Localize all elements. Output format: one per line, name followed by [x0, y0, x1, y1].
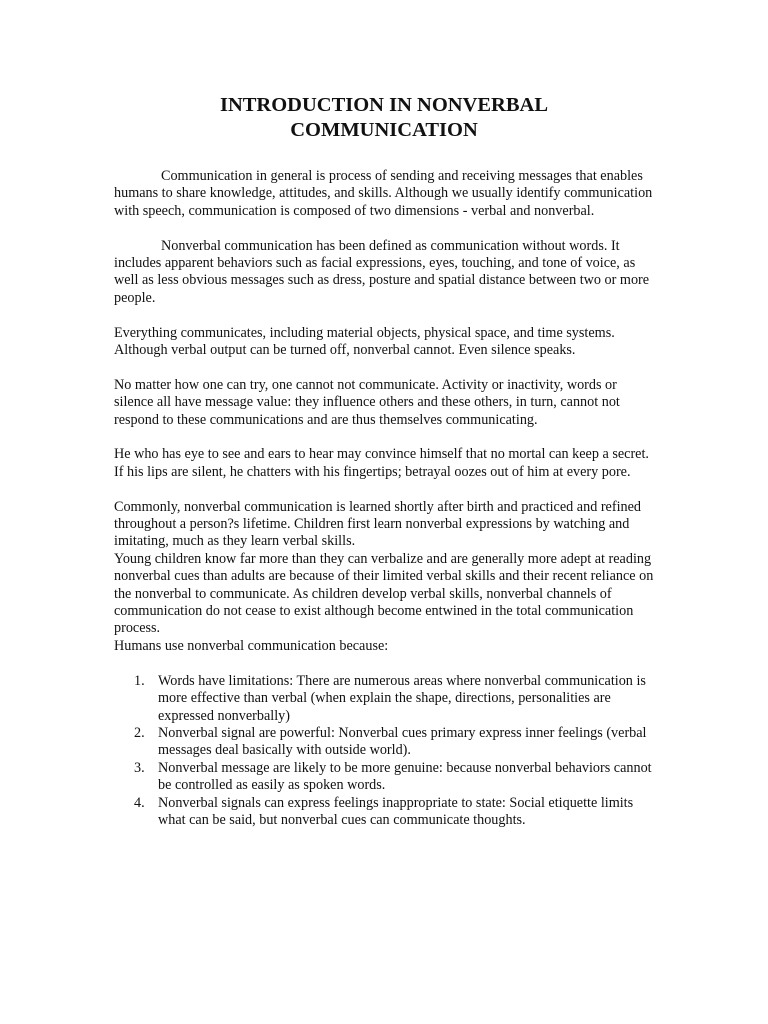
- paragraph: Young children know far more than they can verbalize and are generally more adept at reading nonverbal cues than adults are because of their limited verbal skills and their recent reliance on the nonverbal to communicate. As children develop verbal skills, nonverbal channels of communication do not cease to exist although become entwined in the total communication process.: [114, 550, 654, 637]
- list-item-number: 4.: [134, 794, 145, 811]
- title-line-2: COMMUNICATION: [290, 119, 478, 141]
- document-body: [114, 168, 659, 829]
- list-item-text: Nonverbal signals can express feelings inappropriate to state: Social etiquette limits what can be said, but nonverbal cues can communicate thoughts.: [158, 794, 634, 828]
- title-line-1: INTRODUCTION IN NONVERBAL: [219, 94, 549, 116]
- paragraph: Commonly, nonverbal communication is learned shortly after birth and practiced and refined throughout a person?s lifetime. Children first learn nonverbal expressions by watching and imitating, much as they learn verbal skills.: [114, 498, 642, 550]
- paragraph: He who has eye to see and ears to hear may convince himself that no mortal can keep a secret. If his lips are silent, he chatters with his fingertips; betrayal oozes out of him at every pore.: [114, 446, 649, 480]
- paragraph: Communication in general is process of sending and receiving messages that enables humans to share knowledge, attitudes, and skills. Although we usually identify communication with speech, communication is composed of two dimensions - verbal and nonverbal.: [114, 168, 653, 219]
- list-item: [114, 673, 659, 725]
- numbered-list: [114, 673, 659, 830]
- paragraph: Nonverbal communication has been defined as communication without words. It includes apparent behaviors such as facial expressions, eyes, touching, and tone of voice, as well as less obvious messages such as dress, posture and spatial distance between two or more people.: [114, 237, 650, 306]
- list-item-number: 1.: [134, 672, 145, 689]
- list-item-text: Nonverbal signal are powerful: Nonverbal cues primary express inner feelings (verbal messages deal basically with outside world).: [158, 724, 647, 759]
- list-item-text: Nonverbal message are likely to be more genuine: because nonverbal behaviors cannot be controlled as easily as spoken words.: [158, 759, 652, 794]
- paragraph: No matter how one can try, one cannot not communicate. Activity or inactivity, words or silence all have message value: they influence others and these others, in turn, cannot not respond to these communications and are thus themselves communicating.: [114, 376, 620, 428]
- list-item-number: 3.: [134, 759, 145, 776]
- list-item: [114, 760, 659, 795]
- document-title: [114, 93, 654, 143]
- list-item: [114, 795, 659, 830]
- list-item-text: Words have limitations: There are numerous areas where nonverbal communication is more effective than verbal (when explain the shape, directions, personalities are expressed nonverbally): [158, 672, 646, 724]
- list-item: [114, 725, 659, 760]
- paragraph: Everything communicates, including material objects, physical space, and time systems. Although verbal output can be turned off, nonverbal cannot. Even silence speaks.: [114, 324, 615, 359]
- list-item-number: 2.: [134, 724, 145, 741]
- paragraph: Humans use nonverbal communication because:: [114, 637, 389, 654]
